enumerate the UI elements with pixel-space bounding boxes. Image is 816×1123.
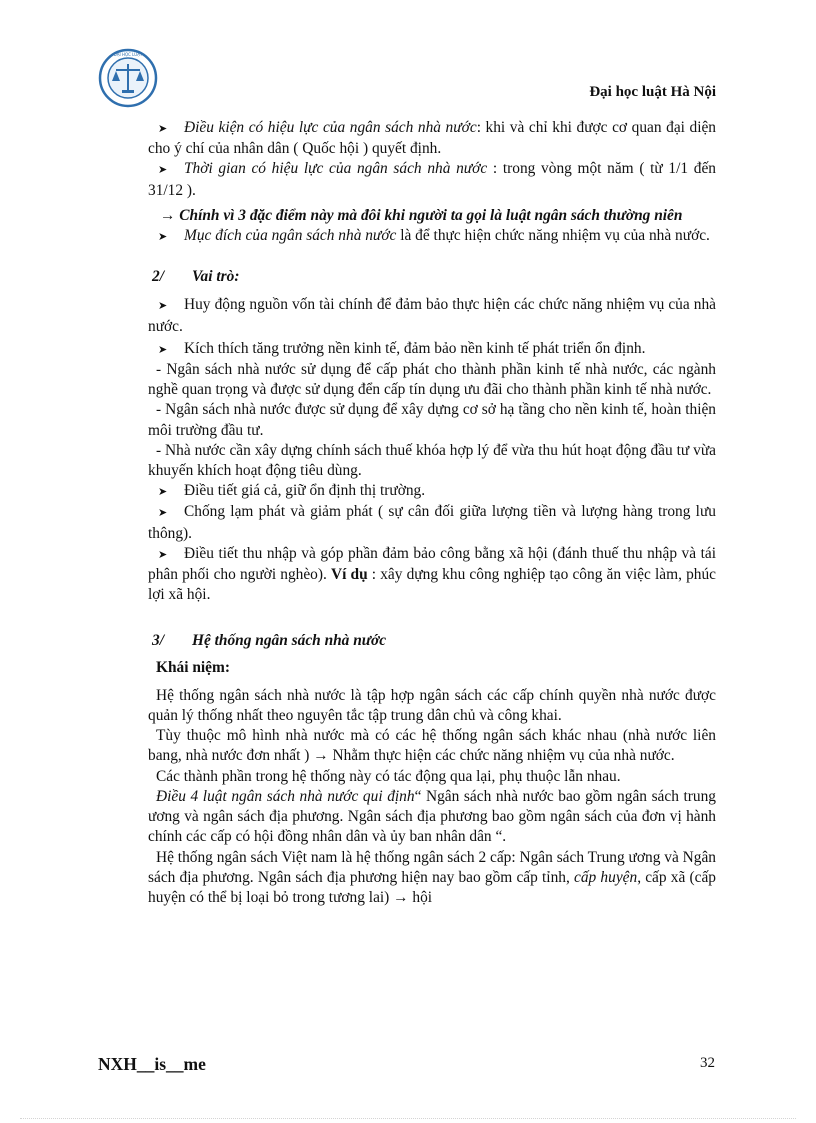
paragraph: Điều 4 luật ngân sách nhà nước qui định“ Ngân sách nhà nước bao gồm ngân sách trung ương và ngân sách địa phương. Ngân sách địa phương bao gồm ngân sách của đơn vị hành chính các cấp có hội đồng nhân dân và ủy ban nhân dân “. (148, 787, 716, 846)
paragraph: Hệ thống ngân sách Việt nam là hệ thống ngân sách 2 cấp: Ngân sách Trung ương và Ngân sách địa phương. Ngân sách địa phương hiện nay bao gồm cấp tỉnh, cấp huyện, cấp xã (cấp huyện có thể bị loại bỏ trong tương lai) → hội (148, 848, 716, 906)
right-arrow-icon: → (160, 206, 176, 224)
bullet-arrow-icon: ➤ (158, 343, 168, 356)
section-3-heading: 3/ Hệ thống ngân sách nhà nước (152, 632, 387, 650)
bullet-arrow-icon: ➤ (158, 507, 168, 520)
bullet-arrow-icon: ➤ (158, 300, 168, 313)
list-item: - Ngân sách nhà nước sử dụng để cấp phát cho thành phần kinh tế nhà nước, các ngành nghề quan trọng và được sử dụng đển cấp tín dụng ưu đãi cho thành phần kinh tế nhà nước. (148, 361, 716, 399)
right-arrow-icon: → (313, 747, 329, 765)
paragraph-validity-time: ➤ Thời gian có hiệu lực của ngân sách nhà nước : trong vòng một năm ( từ 1/1 đến 31/12 ). (148, 160, 717, 199)
list-item: ➤ Điều tiết giá cả, giữ ổn định thị trường. (148, 481, 716, 502)
university-seal-logo (98, 48, 158, 108)
bullet-arrow-icon: ➤ (158, 123, 168, 135)
list-item: - Ngân sách nhà nước được sử dụng để xây dựng cơ sở hạ tầng cho nền kinh tế, hoàn thiện môi trường đầu tư. (148, 401, 716, 439)
section-2-heading: 2/ Vai trò: (152, 268, 240, 286)
bullet-arrow-icon: ➤ (158, 164, 168, 177)
list-item: ➤ Điều tiết thu nhập và góp phần đảm bảo công bằng xã hội (đánh thuế thu nhập và tái phân phối cho người nghèo). Ví dụ : xây dựng khu công nghiệp tạo công ăn việc làm, phúc lợi xã hội. (148, 544, 716, 604)
paragraph: Tùy thuộc mô hình nhà nước mà có các hệ thống ngân sách khác nhau (nhà nước liên bang, nhà nước đơn nhất ) → Nhằm thực hiện các chức năng nhiệm vụ của nhà nước. (148, 727, 716, 765)
bullet-arrow-icon: ➤ (158, 548, 168, 561)
bullet-arrow-icon: ➤ (158, 231, 168, 244)
footer-author: NXH__is__me (98, 1054, 206, 1074)
paragraph: Hệ thống ngân sách nhà nước là tập hợp ngân sách các cấp chính quyền nhà nước được quản lý thống nhất theo nguyên tắc tập trung dân chủ và công khai. (148, 686, 716, 725)
svg-text:ĐẠI HỌC LUẬT: ĐẠI HỌC LUẬT (113, 52, 143, 57)
concept-label: Khái niệm: (156, 658, 230, 676)
list-item: ➤ Chống lạm phát và giảm phát ( sự cân đối giữa lượng tiền và lượng hàng trong lưu thông). (148, 503, 716, 542)
list-item: ➤ Huy động nguồn vốn tài chính để đảm bảo thực hiện các chức năng nhiệm vụ của nhà nước. (148, 296, 716, 335)
paragraph: Các thành phần trong hệ thống này có tác động qua lại, phụ thuộc lẫn nhau. (156, 767, 621, 785)
page-number: 32 (700, 1055, 715, 1071)
paragraph-purpose: ➤ Mục đích của ngân sách nhà nước là để thực hiện chức năng nhiệm vụ của nhà nước. (148, 226, 716, 247)
list-item: - Nhà nước cần xây dựng chính sách thuế khóa hợp lý để vừa thu hút hoạt động đầu tư vừa khuyến khích hoạt động tiêu dùng. (148, 441, 716, 480)
right-arrow-icon: → (393, 888, 409, 906)
header-title: Đại học luật Hà Nội (589, 84, 716, 100)
page-body (148, 118, 716, 908)
bullet-arrow-icon: ➤ (158, 486, 168, 499)
list-item: ➤ Kích thích tăng trưởng nền kinh tế, đảm bảo nền kinh tế phát triển ổn định. (148, 339, 716, 360)
paragraph-validity-condition: ➤ Điều kiện có hiệu lực của ngân sách nhà nước: khi và chỉ khi được cơ quan đại diện cho ý chí của nhân dân ( Quốc hội ) quyết định. (148, 119, 716, 158)
page-bottom-divider (20, 1118, 796, 1119)
paragraph-annual-law: → Chính vì 3 đặc điểm này mà đôi khi người ta gọi là luật ngân sách thường niên (148, 206, 716, 226)
